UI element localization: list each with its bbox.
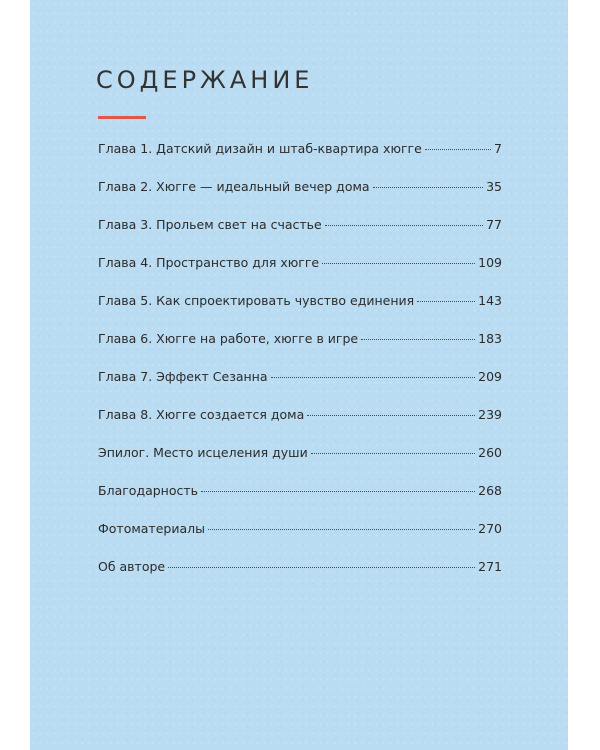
toc-entry[interactable]	[98, 217, 502, 255]
toc-entry-page: 77	[486, 217, 502, 232]
dot-leader	[322, 263, 475, 264]
toc-entry-page: 270	[478, 521, 502, 536]
dot-leader	[307, 415, 475, 416]
table-of-contents	[98, 141, 502, 597]
dot-leader	[361, 339, 475, 340]
dot-leader	[208, 529, 475, 530]
contents-heading: СОДЕРЖАНИЕ	[96, 66, 314, 94]
toc-entry-title: Глава 4. Пространство для хюгге	[98, 255, 320, 270]
toc-entry[interactable]	[98, 559, 502, 597]
toc-entry-title: Глава 1. Датский дизайн и штаб-квартира хюгге	[98, 141, 422, 156]
toc-entry-title: Благодарность	[98, 483, 199, 498]
toc-entry-title: Глава 3. Прольем свет на счастье	[98, 217, 322, 232]
toc-entry[interactable]	[98, 369, 502, 407]
dot-leader	[168, 567, 475, 568]
toc-entry-page: 7	[494, 141, 502, 156]
toc-entry-title: Глава 2. Хюгге — идеальный вечер дома	[98, 179, 370, 194]
dot-leader	[325, 225, 483, 226]
toc-entry[interactable]	[98, 407, 502, 445]
toc-entry-title: Глава 8. Хюгге создается дома	[98, 407, 305, 422]
toc-entry[interactable]	[98, 293, 502, 331]
toc-entry[interactable]	[98, 521, 502, 559]
toc-entry-page: 239	[478, 407, 502, 422]
dot-leader	[417, 301, 475, 302]
book-page	[30, 0, 568, 750]
dot-leader	[271, 377, 476, 378]
toc-entry-title: Фотоматериалы	[98, 521, 205, 536]
toc-entry-title: Глава 5. Как спроектировать чувство единения	[98, 293, 415, 308]
toc-entry[interactable]	[98, 141, 502, 179]
toc-entry-page: 183	[478, 331, 502, 346]
dot-leader	[425, 149, 491, 150]
toc-entry-title: Эпилог. Место исцеления души	[98, 445, 308, 460]
toc-entry-page: 109	[478, 255, 502, 270]
toc-entry-title: Об авторе	[98, 559, 166, 574]
toc-entry-title: Глава 6. Хюгге на работе, хюгге в игре	[98, 331, 359, 346]
toc-entry[interactable]	[98, 255, 502, 293]
toc-entry-title: Глава 7. Эффект Сезанна	[98, 369, 268, 384]
toc-entry-page: 209	[478, 369, 502, 384]
accent-rule	[98, 116, 146, 119]
toc-entry[interactable]	[98, 445, 502, 483]
dot-leader	[201, 491, 475, 492]
toc-entry-page: 271	[478, 559, 502, 574]
toc-entry[interactable]	[98, 179, 502, 217]
dot-leader	[373, 187, 484, 188]
toc-entry[interactable]	[98, 483, 502, 521]
toc-entry[interactable]	[98, 331, 502, 369]
toc-entry-page: 143	[478, 293, 502, 308]
toc-entry-page: 260	[478, 445, 502, 460]
toc-entry-page: 268	[478, 483, 502, 498]
toc-entry-page: 35	[486, 179, 502, 194]
dot-leader	[311, 453, 475, 454]
